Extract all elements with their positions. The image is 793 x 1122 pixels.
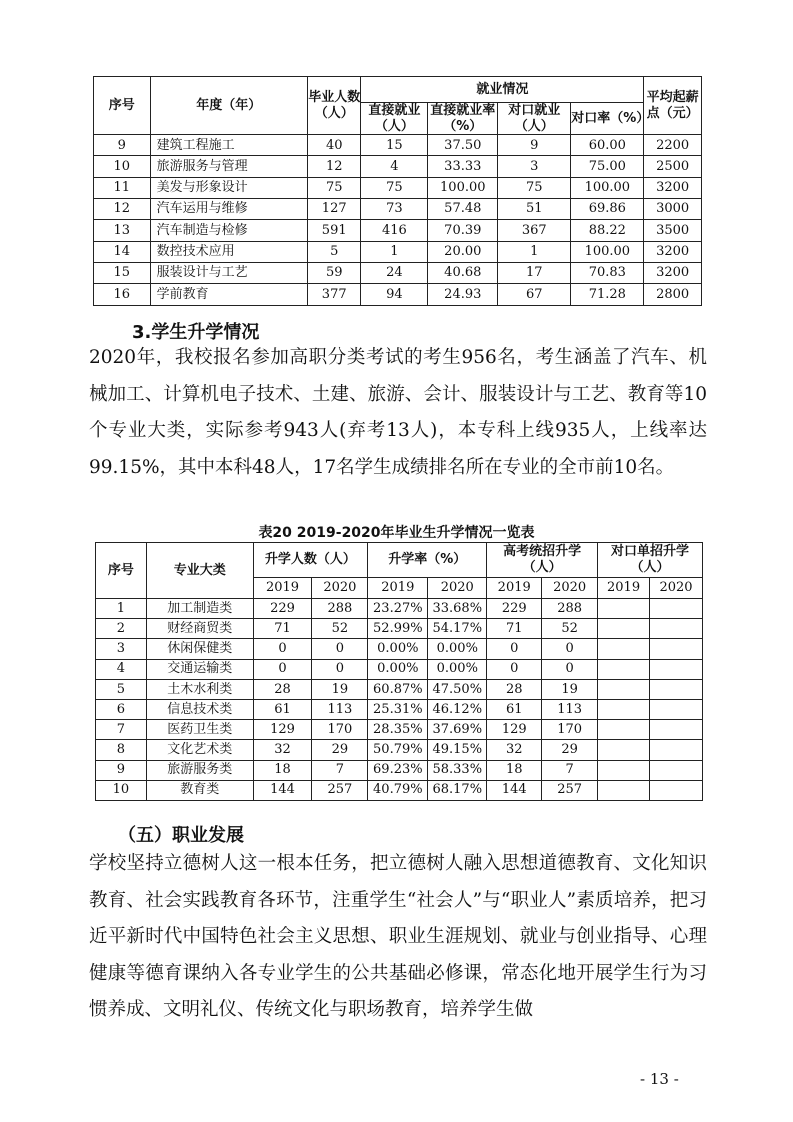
table-cell: 416: [361, 220, 428, 241]
table-cell: 60.00: [571, 135, 644, 156]
table-cell: 58.33%: [428, 760, 487, 780]
table-cell: 144: [253, 780, 312, 800]
table-cell: 100.00: [571, 241, 644, 262]
table-cell: 13: [94, 220, 151, 241]
table-cell: 6: [96, 699, 147, 719]
table-cell: [650, 699, 703, 719]
table-cell: 0: [542, 659, 598, 679]
table-cell: 40: [307, 135, 360, 156]
table-cell: 汽车制造与检修: [150, 220, 307, 241]
table-cell: 0: [542, 639, 598, 659]
table-cell: 14: [94, 241, 151, 262]
table-cell: 7: [96, 720, 147, 740]
table-cell: 37.69%: [428, 720, 487, 740]
table-cell: 71: [487, 619, 542, 639]
table-cell: 医药卫生类: [146, 720, 253, 740]
table-cell: 数控技术应用: [150, 241, 307, 262]
table-cell: 47.50%: [428, 679, 487, 699]
table-cell: 46.12%: [428, 699, 487, 719]
header-direct-emp: 直接就业（人）: [361, 103, 428, 135]
table-cell: [650, 780, 703, 800]
table-cell: 17: [498, 262, 571, 283]
table-row: [94, 177, 702, 198]
table-cell: 19: [542, 679, 598, 699]
table-cell: 60.87%: [368, 679, 428, 699]
header-category: 专业大类: [146, 543, 253, 599]
table-cell: 52: [542, 619, 598, 639]
table-cell: 257: [542, 780, 598, 800]
table-cell: 49.15%: [428, 740, 487, 760]
table-cell: 0: [312, 659, 368, 679]
table-cell: 4: [96, 659, 147, 679]
table-cell: 学前教育: [150, 284, 307, 305]
table-cell: 11: [94, 177, 151, 198]
header-rate: 升学率（%）: [368, 543, 487, 578]
table-cell: 170: [312, 720, 368, 740]
table-cell: 交通运输类: [146, 659, 253, 679]
table-cell: 3200: [644, 262, 702, 283]
table-cell: 土木水利类: [146, 679, 253, 699]
table-cell: 377: [307, 284, 360, 305]
table-cell: 旅游服务与管理: [150, 156, 307, 177]
header-seq: 序号: [96, 543, 147, 599]
table-cell: 32: [253, 740, 312, 760]
year-2019: 2019: [253, 578, 312, 599]
table-cell: 3500: [644, 220, 702, 241]
table-cell: [598, 699, 650, 719]
table-cell: [650, 599, 703, 619]
table-cell: 75: [361, 177, 428, 198]
table-cell: 88.22: [571, 220, 644, 241]
table-cell: 170: [542, 720, 598, 740]
table-cell: 服装设计与工艺: [150, 262, 307, 283]
section-paragraph: 学校坚持立德树人这一根本任务，把立德树人融入思想道德教育、文化知识教育、社会实践教育各环节，注重学生“社会人”与“职业人”素质培养，把习近平新时代中国特色社会主义思想、职业生涯规划、就业与创业指导、心理健康等德育课纳入各专业学生的公共基础必修课，常态化地开展学生行为习惯养成、文明礼仪、传统文化与职场教育，培养学生做: [89, 853, 707, 1020]
table-cell: 52: [312, 619, 368, 639]
table-cell: 0: [487, 659, 542, 679]
table-cell: 18: [487, 760, 542, 780]
table-cell: 文化艺术类: [146, 740, 253, 760]
table-cell: 3200: [644, 177, 702, 198]
table-cell: 9: [96, 760, 147, 780]
table-cell: 5: [96, 679, 147, 699]
table-cell: 5: [307, 241, 360, 262]
table-cell: 0: [253, 659, 312, 679]
table-cell: 8: [96, 740, 147, 760]
table-cell: [650, 679, 703, 699]
header-direct-rate: 直接就业率（%）: [428, 103, 498, 135]
table-cell: 229: [253, 599, 312, 619]
year-2019: 2019: [368, 578, 428, 599]
table-row: [96, 740, 703, 760]
table-cell: 加工制造类: [146, 599, 253, 619]
table-cell: 财经商贸类: [146, 619, 253, 639]
table-cell: 0: [312, 639, 368, 659]
table-cell: [650, 619, 703, 639]
table-cell: [598, 679, 650, 699]
table-cell: 4: [361, 156, 428, 177]
table-cell: 40.79%: [368, 780, 428, 800]
table-cell: 33.33: [428, 156, 498, 177]
table-cell: 0: [253, 639, 312, 659]
table-cell: 33.68%: [428, 599, 487, 619]
table-cell: 23.27%: [368, 599, 428, 619]
header-matched-rate: 对口率（%）: [571, 103, 644, 135]
table-cell: 367: [498, 220, 571, 241]
table-cell: [650, 720, 703, 740]
table-row: [96, 599, 703, 619]
employment-table: [93, 76, 702, 306]
table-cell: 20.00: [428, 241, 498, 262]
table-cell: 24.93: [428, 284, 498, 305]
enrollment-table: [95, 542, 703, 801]
table-row: [96, 780, 703, 800]
year-2020: 2020: [650, 578, 703, 599]
table-cell: [650, 659, 703, 679]
table-cell: [598, 639, 650, 659]
table-cell: 29: [542, 740, 598, 760]
table-cell: 9: [498, 135, 571, 156]
table-cell: 144: [487, 780, 542, 800]
year-2020: 2020: [542, 578, 598, 599]
table-row: [94, 220, 702, 241]
table-row: [96, 639, 703, 659]
table-cell: 50.79%: [368, 740, 428, 760]
header-year: 年度（年）: [150, 77, 307, 135]
table-cell: 旅游服务类: [146, 760, 253, 780]
table-cell: 25.31%: [368, 699, 428, 719]
table-cell: 0.00%: [368, 639, 428, 659]
table-cell: 129: [253, 720, 312, 740]
table-cell: 2800: [644, 284, 702, 305]
table-cell: 0.00%: [428, 659, 487, 679]
table-cell: [598, 599, 650, 619]
table-row: [94, 156, 702, 177]
table-cell: 3: [96, 639, 147, 659]
section-paragraph: 2020年，我校报名参加高职分类考试的考生956名，考生涵盖了汽车、机械加工、计算机电子技术、土建、旅游、会计、服装设计与工艺、教育等10个专业大类，实际参考943人(弃考13人)，本专科上线935人，上线率达99.15%，其中本科48人，17名学生成绩排名所在专业的全市前10名。: [89, 347, 707, 478]
table-cell: 68.17%: [428, 780, 487, 800]
header-avg-salary: 平均起薪点（元）: [644, 77, 702, 135]
table-cell: 7: [312, 760, 368, 780]
table-cell: 19: [312, 679, 368, 699]
table-cell: 2: [96, 619, 147, 639]
table-cell: 113: [542, 699, 598, 719]
table-cell: 16: [94, 284, 151, 305]
table-cell: 61: [487, 699, 542, 719]
table-cell: [650, 740, 703, 760]
table-cell: 12: [94, 199, 151, 220]
section-heading: （五）职业发展: [118, 825, 244, 846]
table-row: [94, 199, 702, 220]
table-cell: 75: [498, 177, 571, 198]
table-cell: 29: [312, 740, 368, 760]
table-cell: 257: [312, 780, 368, 800]
table-cell: 信息技术类: [146, 699, 253, 719]
table-cell: 113: [312, 699, 368, 719]
table-cell: 0: [487, 639, 542, 659]
table-cell: 24: [361, 262, 428, 283]
table-cell: 28: [487, 679, 542, 699]
table-row: [96, 619, 703, 639]
table-cell: 28: [253, 679, 312, 699]
header-gaokao: 高考统招升学（人）: [487, 543, 598, 578]
table-row: [96, 760, 703, 780]
table-cell: 51: [498, 199, 571, 220]
table-cell: 0.00%: [428, 639, 487, 659]
table-row: [96, 679, 703, 699]
table-cell: [598, 760, 650, 780]
table-row: [96, 699, 703, 719]
year-2020: 2020: [428, 578, 487, 599]
table-row: [94, 135, 702, 156]
table-cell: 12: [307, 156, 360, 177]
table-cell: 2500: [644, 156, 702, 177]
table-cell: 73: [361, 199, 428, 220]
table-cell: 129: [487, 720, 542, 740]
table-cell: 32: [487, 740, 542, 760]
table-row: [94, 262, 702, 283]
year-2019: 2019: [487, 578, 542, 599]
table-cell: [650, 639, 703, 659]
table-cell: 7: [542, 760, 598, 780]
table-cell: 70.83: [571, 262, 644, 283]
year-2020: 2020: [312, 578, 368, 599]
table-cell: 美发与形象设计: [150, 177, 307, 198]
table-cell: 75.00: [571, 156, 644, 177]
table-cell: 52.99%: [368, 619, 428, 639]
table-cell: 1: [498, 241, 571, 262]
table-cell: [598, 740, 650, 760]
header-seq: 序号: [94, 77, 151, 135]
table-cell: 3200: [644, 241, 702, 262]
table-cell: 1: [96, 599, 147, 619]
table-cell: 71.28: [571, 284, 644, 305]
table-cell: 127: [307, 199, 360, 220]
table-row: [96, 720, 703, 740]
header-graduates: 毕业人数（人）: [307, 77, 360, 135]
table-cell: 3: [498, 156, 571, 177]
table-cell: 28.35%: [368, 720, 428, 740]
year-2019: 2019: [598, 578, 650, 599]
table-cell: 61: [253, 699, 312, 719]
table-cell: [598, 659, 650, 679]
page-number: - 13 -: [640, 1070, 679, 1088]
table-cell: 70.39: [428, 220, 498, 241]
table-cell: 37.50: [428, 135, 498, 156]
header-single: 对口单招升学（人）: [598, 543, 703, 578]
table-cell: 40.68: [428, 262, 498, 283]
table-cell: 18: [253, 760, 312, 780]
table-cell: 288: [312, 599, 368, 619]
header-employment: 就业情况: [361, 77, 644, 103]
header-matched-emp: 对口就业（人）: [498, 103, 571, 135]
table-cell: 229: [487, 599, 542, 619]
table-cell: [598, 780, 650, 800]
header-enroll: 升学人数（人）: [253, 543, 368, 578]
table-cell: 75: [307, 177, 360, 198]
table-row: [94, 241, 702, 262]
table-cell: 0.00%: [368, 659, 428, 679]
table-cell: 15: [94, 262, 151, 283]
table-cell: 10: [94, 156, 151, 177]
table-cell: 100.00: [571, 177, 644, 198]
table-cell: 100.00: [428, 177, 498, 198]
table-row: [94, 284, 702, 305]
table-cell: 15: [361, 135, 428, 156]
table-cell: [598, 720, 650, 740]
table-cell: 71: [253, 619, 312, 639]
table-cell: 教育类: [146, 780, 253, 800]
table-cell: 57.48: [428, 199, 498, 220]
table-cell: 1: [361, 241, 428, 262]
table-cell: 2200: [644, 135, 702, 156]
table-cell: 54.17%: [428, 619, 487, 639]
table-cell: 94: [361, 284, 428, 305]
table-cell: 67: [498, 284, 571, 305]
table-cell: 汽车运用与维修: [150, 199, 307, 220]
table-cell: 69.86: [571, 199, 644, 220]
table-cell: [650, 760, 703, 780]
table-cell: [598, 619, 650, 639]
table-cell: 69.23%: [368, 760, 428, 780]
table-cell: 9: [94, 135, 151, 156]
table-cell: 休闲保健类: [146, 639, 253, 659]
table-cell: 3000: [644, 199, 702, 220]
table-caption: 表20 2019-2020年毕业生升学情况一览表: [258, 525, 535, 541]
table-cell: 10: [96, 780, 147, 800]
table-row: [96, 659, 703, 679]
table-cell: 288: [542, 599, 598, 619]
table-cell: 591: [307, 220, 360, 241]
table-cell: 59: [307, 262, 360, 283]
section-heading: 3.学生升学情况: [132, 322, 260, 343]
table-cell: 建筑工程施工: [150, 135, 307, 156]
